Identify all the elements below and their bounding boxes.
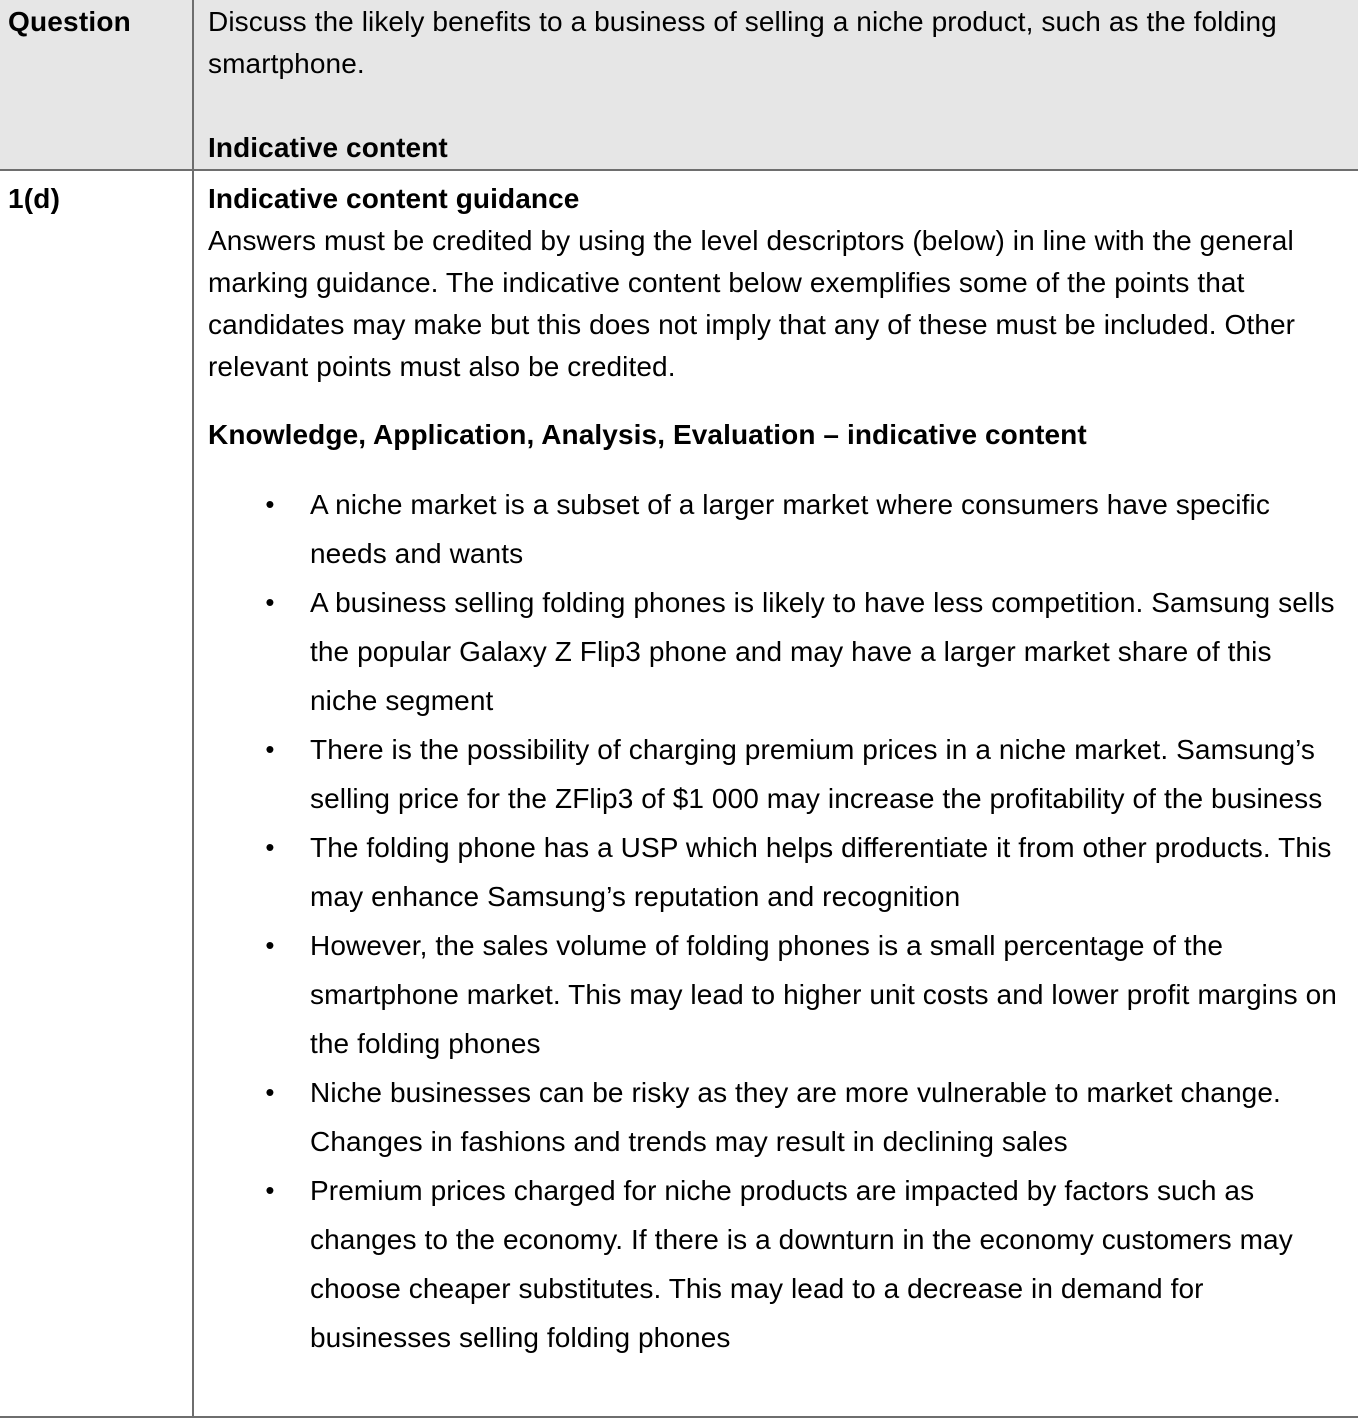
list-item-text: There is the possibility of charging premium prices in a niche market. Samsung’s selling price for the ZFlip3 of $1 000 may increase the profitability of the business [310,734,1323,814]
list-item [208,1068,1340,1166]
indicative-points-list [208,480,1340,1362]
bullet-icon: • [265,1077,275,1107]
list-item-text: However, the sales volume of folding phones is a small percentage of the smartphone market. This may lead to higher unit costs and lower profit margins on the folding phones [310,930,1337,1059]
bullet-icon: • [265,587,275,617]
list-item [208,921,1340,1068]
question-cell [208,1,1340,169]
list-item [208,725,1340,823]
guidance-title: Indicative content guidance [208,183,580,214]
table-header-row [0,0,1358,171]
answer-cell [208,178,1340,1362]
question-column-label: Question [8,6,131,37]
list-item [208,480,1340,578]
list-item [208,578,1340,725]
question-number: 1(d) [8,183,61,214]
section-title: Knowledge, Application, Analysis, Evaluation – indicative content [208,419,1087,450]
list-item-text: Niche businesses can be risky as they are more vulnerable to market change. Changes in fashions and trends may result in declining sales [310,1077,1281,1157]
guidance-text: Answers must be credited by using the level descriptors (below) in line with the general marking guidance. The indicative content below exemplifies some of the points that candidates may make but this does not imply that any of these must be included. Other relevant points must also be credited. [208,225,1296,382]
list-item-text: Premium prices charged for niche products are impacted by factors such as changes to the economy. If there is a downturn in the economy customers may choose cheaper substitutes. This may lead to a decrease in demand for businesses selling folding phones [310,1175,1293,1353]
bullet-icon: • [265,930,275,960]
bullet-icon: • [265,489,275,519]
list-item [208,1166,1340,1362]
list-item-text: A business selling folding phones is likely to have less competition. Samsung sells the popular Galaxy Z Flip3 phone and may have a larger market share of this niche segment [310,587,1335,716]
question-text: Discuss the likely benefits to a business of selling a niche product, such as the folding smartphone. [208,6,1277,79]
list-item [208,823,1340,921]
column-divider [192,0,194,1418]
list-item-text: A niche market is a subset of a larger market where consumers have specific needs and wants [310,489,1270,569]
bullet-icon: • [265,734,275,764]
bullet-icon: • [265,1175,275,1205]
bullet-icon: • [265,832,275,862]
table-body-row [0,171,1358,1418]
list-item-text: The folding phone has a USP which helps differentiate it from other products. This may enhance Samsung’s reputation and recognition [310,832,1332,912]
indicative-content-label: Indicative content [208,132,448,163]
